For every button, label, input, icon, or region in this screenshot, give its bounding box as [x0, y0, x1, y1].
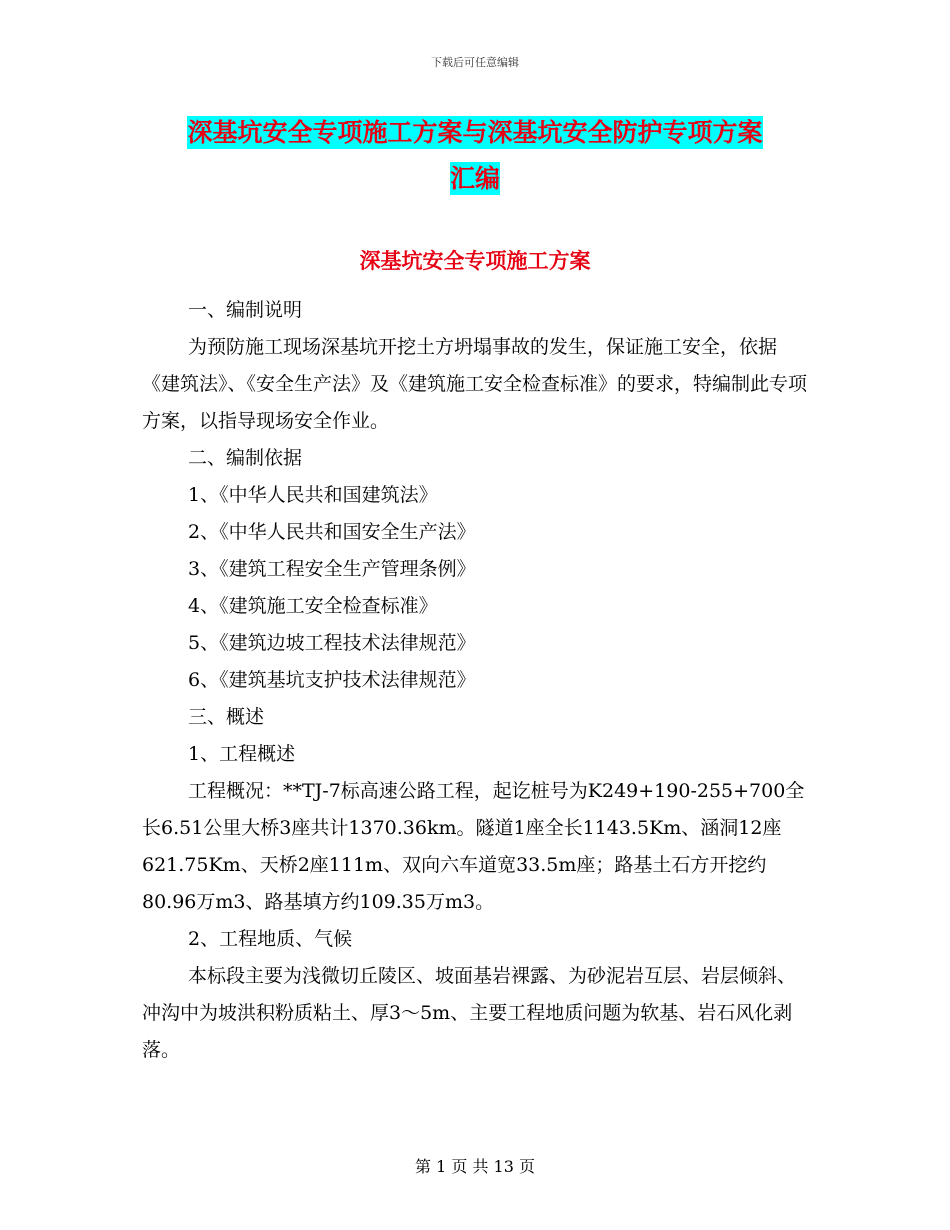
page-number: 第 1 页 共 13 页 [415, 1157, 535, 1176]
basis-item: 3、《建筑工程安全生产管理条例》 [188, 558, 476, 580]
basis-item: 2、《中华人民共和国安全生产法》 [188, 521, 476, 543]
heading-preparation-notes: 一、编制说明 [188, 299, 303, 321]
heading-overview: 三、概述 [188, 706, 265, 728]
basis-item: 1、《中华人民共和国建筑法》 [188, 484, 438, 506]
heading-geology-climate: 2、工程地质、气候 [188, 928, 353, 950]
header-note: 下载后可任意编辑 [431, 56, 519, 69]
heading-project-overview: 1、工程概述 [188, 743, 296, 765]
basis-item: 4、《建筑施工安全检查标准》 [188, 595, 438, 617]
paragraph-project-overview: 工程概况：**TJ-7标高速公路工程，起讫桩号为K249+190-255+700全长6.51公里大桥3座共计1370.36km。隧道1座全长1143.5Km、涵洞12座621.75Km、天桥2座111m、双向六车道宽33.5m座；路基土石方开挖约80.96万m3、路基填方约109.35万m3。 [142, 780, 805, 913]
paragraph-geology: 本标段主要为浅微切丘陵区、坡面基岩裸露、为砂泥岩互层、岩层倾斜、冲沟中为坡洪积粉质粘土、厚3～5m、主要工程地质问题为软基、岩石风化剥落。 [142, 965, 797, 1061]
document-title-line-2: 汇编 [449, 164, 500, 193]
paragraph-purpose: 为预防施工现场深基坑开挖土方坍塌事故的发生，保证施工安全，依据《建筑法》、《安全生产法》及《建筑施工安全检查标准》的要求，特编制此专项方案，以指导现场安全作业。 [142, 336, 808, 432]
document-title [140, 110, 810, 202]
document-body [142, 292, 810, 1069]
basis-item: 5、《建筑边坡工程技术法律规范》 [188, 632, 476, 654]
heading-preparation-basis: 二、编制依据 [188, 447, 303, 469]
section-title: 深基坑安全专项施工方案 [359, 249, 591, 273]
basis-item: 6、《建筑基坑支护技术法律规范》 [188, 669, 476, 691]
document-title-line-1: 深基坑安全专项施工方案与深基坑安全防护专项方案 [187, 118, 763, 147]
